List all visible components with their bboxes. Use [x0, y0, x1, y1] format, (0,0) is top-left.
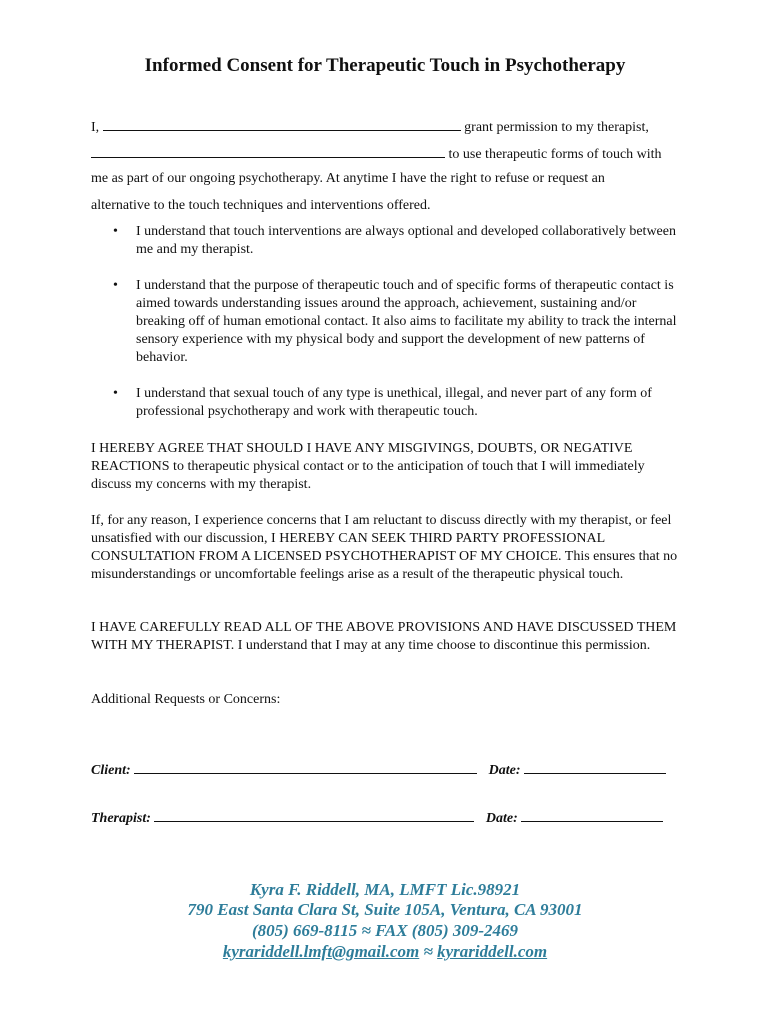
intro-line-1 — [91, 117, 649, 136]
bullet-icon: • — [113, 386, 118, 401]
bullet-text: I understand that sexual touch of any type is unethical, illegal, and never part of any form of professional psychotherapy and work with therapeutic touch. — [136, 386, 652, 419]
list-item — [91, 277, 681, 367]
client-date-field[interactable] — [524, 760, 666, 774]
list-item — [91, 385, 681, 421]
list-item — [91, 223, 681, 259]
therapist-date-field[interactable] — [521, 808, 663, 822]
bullet-icon: • — [113, 224, 118, 239]
footer-contact — [0, 942, 770, 962]
client-date-label: Date: — [488, 763, 521, 778]
footer-name: Kyra F. Riddell, MA, LMFT Lic.98921 — [249, 880, 521, 899]
document-title: Informed Consent for Therapeutic Touch in Psychotherapy — [144, 55, 626, 76]
website-link[interactable]: kyrariddell.com — [437, 942, 548, 961]
grant-text: grant permission to my therapist, — [464, 120, 649, 135]
therapist-signature-field[interactable] — [154, 808, 474, 822]
client-label: Client: — [91, 763, 131, 778]
intro-line-4: alternative to the touch techniques and interventions offered. — [91, 198, 431, 213]
bullet-text: I understand that the purpose of therapeutic touch and of specific forms of therapeutic contact is aimed towards understanding issues around the approach, achievement, sustaining and/or breaking off of human emotional contact. It also aims to facilitate my ability to track the internal sensory experience with my physical body and support the development of new patterns of behavior. — [136, 278, 677, 365]
therapist-signature-row — [91, 808, 663, 827]
footer-phone-fax: (805) 669-8115 ≈ FAX (805) 309-2469 — [251, 921, 519, 940]
client-name-blank[interactable] — [103, 117, 461, 131]
additional-requests-label: Additional Requests or Concerns: — [91, 692, 281, 707]
separator-glyph: ≈ — [423, 942, 433, 961]
read-paragraph: I HAVE CAREFULLY READ ALL OF THE ABOVE PROVISIONS AND HAVE DISCUSSED THEM WITH MY THERAPIST. I understand that I may at any time choose to discontinue this permission. — [91, 620, 677, 653]
agree-paragraph: I HEREBY AGREE THAT SHOULD I HAVE ANY MISGIVINGS, DOUBTS, OR NEGATIVE REACTIONS to therapeutic physical contact or to the anticipation of touch that I will immediately discuss my concerns with my therapist. — [91, 441, 645, 492]
footer-address: 790 East Santa Clara St, Suite 105A, Ventura, CA 93001 — [187, 900, 583, 919]
therapist-name-blank[interactable] — [91, 144, 445, 158]
intro-i-prefix: I, — [91, 120, 100, 135]
understanding-list — [91, 223, 681, 421]
bullet-text: I understand that touch interventions are always optional and developed collaboratively between me and my therapist. — [136, 224, 676, 257]
client-signature-row — [91, 760, 666, 779]
email-link[interactable]: kyrariddell.lmft@gmail.com — [222, 942, 420, 961]
therapist-label: Therapist: — [91, 811, 151, 826]
intro-line-2 — [91, 144, 662, 163]
bullet-icon: • — [113, 278, 118, 293]
therapist-date-label: Date: — [485, 811, 518, 826]
client-signature-field[interactable] — [134, 760, 477, 774]
use-text: to use therapeutic forms of touch with — [448, 147, 662, 162]
intro-line-3: me as part of our ongoing psychotherapy. At anytime I have the right to refuse or request an — [91, 171, 605, 186]
consultation-paragraph: If, for any reason, I experience concerns that I am reluctant to discuss directly with my therapist, or feel unsatisfied with our discussion, I HEREBY CAN SEEK THIRD PARTY PROFESSIONAL CONSULTATION FROM A LICENSED PSYCHOTHERAPIST OF MY CHOICE. This ensures that no misunderstandings or uncomfortable feelings arise as a result of the therapeutic physical touch. — [91, 513, 678, 582]
